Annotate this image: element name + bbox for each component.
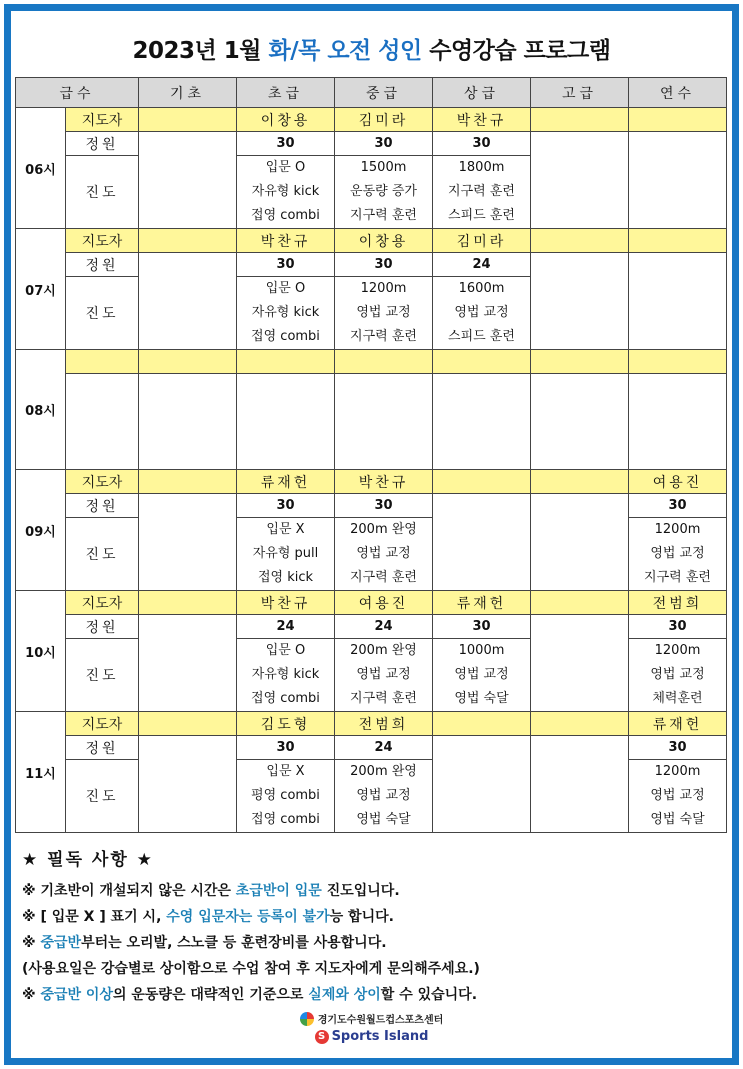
- capacity-value: 24: [335, 736, 433, 760]
- title-suffix: 수영강습 프로그램: [429, 38, 611, 64]
- column-header: 중급: [335, 78, 433, 108]
- empty-cell: [237, 374, 335, 470]
- instructor-label: 지도자: [66, 470, 139, 494]
- progress-label: 진도: [66, 277, 139, 350]
- capacity-value: 30: [433, 132, 531, 156]
- progress-cell: [237, 156, 335, 229]
- progress-line: 지구력 훈련: [350, 329, 417, 344]
- progress-line: 1600m: [458, 281, 505, 296]
- empty-cell: [433, 736, 531, 833]
- instructor-name: 박찬규: [237, 591, 335, 615]
- progress-cell: [335, 760, 433, 833]
- progress-line: 스피드 훈련: [448, 329, 515, 344]
- note-line: [22, 982, 722, 1008]
- instructor-label: 지도자: [66, 229, 139, 253]
- capacity-value: 24: [335, 615, 433, 639]
- progress-line: 200m 완영: [350, 643, 417, 658]
- progress-cell: [335, 277, 433, 350]
- progress-label: 진도: [66, 639, 139, 712]
- capacity-label: 정원: [66, 494, 139, 518]
- notes-heading: ★ 필독 사항 ★: [22, 850, 154, 870]
- instructor-name: 김미라: [433, 229, 531, 253]
- empty-cell: [629, 253, 727, 350]
- instructor-name: [531, 712, 629, 736]
- progress-line: 1000m: [458, 643, 505, 658]
- column-header: 기초: [139, 78, 237, 108]
- hour-label: 10시: [16, 591, 66, 712]
- instructor-name: 박찬규: [433, 108, 531, 132]
- capacity-value: 30: [629, 615, 727, 639]
- progress-cell: [629, 639, 727, 712]
- progress-label: 진도: [66, 518, 139, 591]
- empty-cell: [629, 132, 727, 229]
- progress-line: 영법 교정: [356, 546, 411, 561]
- note-text: 능 합니다.: [329, 909, 394, 925]
- empty-cell: [629, 350, 727, 374]
- note-text: ※: [22, 987, 41, 1003]
- progress-line: 영법 교정: [650, 546, 705, 561]
- instructor-name: 전범희: [629, 591, 727, 615]
- note-text: 의 운동량은 대략적인 기준으로: [112, 987, 309, 1003]
- page-title: [0, 32, 743, 65]
- progress-line: 1200m: [654, 764, 701, 779]
- progress-line: 입문 O: [265, 281, 306, 296]
- capacity-label: 정원: [66, 615, 139, 639]
- empty-cell: [433, 350, 531, 374]
- progress-cell: [237, 277, 335, 350]
- footer-brand: Sports Island: [331, 1029, 429, 1044]
- capacity-value: 30: [237, 736, 335, 760]
- progress-line: 지구력 훈련: [350, 570, 417, 585]
- empty-cell: [531, 615, 629, 712]
- column-header: 상급: [433, 78, 531, 108]
- progress-line: 입문 O: [265, 160, 306, 175]
- progress-line: 영법 숙달: [650, 812, 705, 827]
- capacity-value: 30: [335, 494, 433, 518]
- capacity-label: 정원: [66, 253, 139, 277]
- empty-cell: [139, 132, 237, 229]
- brand-s-icon: S: [315, 1030, 329, 1044]
- progress-cell: [629, 518, 727, 591]
- instructor-name: [139, 470, 237, 494]
- empty-cell: [139, 374, 237, 470]
- progress-line: 1500m: [360, 160, 407, 175]
- empty-cell: [139, 615, 237, 712]
- progress-line: 평영 combi: [251, 788, 320, 803]
- progress-line: 영법 교정: [356, 667, 411, 682]
- progress-line: 자유형 kick: [251, 667, 320, 682]
- instructor-label: 지도자: [66, 591, 139, 615]
- progress-line: 영법 숙달: [454, 691, 509, 706]
- progress-line: 200m 완영: [350, 522, 417, 537]
- progress-line: 운동량 증가: [350, 184, 417, 199]
- empty-cell: [531, 350, 629, 374]
- capacity-value: 24: [237, 615, 335, 639]
- progress-line: 지구력 훈련: [448, 184, 515, 199]
- hour-label: 06시: [16, 108, 66, 229]
- progress-line: 자유형 kick: [251, 184, 320, 199]
- instructor-name: [139, 229, 237, 253]
- progress-line: 체력훈련: [652, 691, 703, 706]
- instructor-name: 류재헌: [237, 470, 335, 494]
- progress-label: 진도: [66, 156, 139, 229]
- progress-line: 1200m: [360, 281, 407, 296]
- progress-line: 지구력 훈련: [644, 570, 711, 585]
- empty-cell: [66, 350, 139, 374]
- instructor-name: [531, 229, 629, 253]
- instructor-name: [433, 712, 531, 736]
- capacity-label: 정원: [66, 736, 139, 760]
- progress-cell: [237, 518, 335, 591]
- column-header: 고급: [531, 78, 629, 108]
- logo-icon: [300, 1012, 314, 1026]
- progress-line: 영법 교정: [454, 305, 509, 320]
- progress-line: 영법 교정: [454, 667, 509, 682]
- instructor-name: 류재헌: [629, 712, 727, 736]
- empty-cell: [531, 132, 629, 229]
- empty-cell: [139, 494, 237, 591]
- footer-org: 경기도수원월드컵스포츠센터: [317, 1015, 444, 1026]
- progress-line: 1200m: [654, 522, 701, 537]
- column-header: 연수: [629, 78, 727, 108]
- title-days: 화/목 오전 성인: [268, 38, 422, 64]
- empty-cell: [139, 350, 237, 374]
- note-text: 할 수 있습니다.: [380, 987, 478, 1003]
- empty-cell: [237, 350, 335, 374]
- hour-label: 07시: [16, 229, 66, 350]
- note-text: 실제와 상이: [308, 987, 381, 1003]
- note-text: 초급반이 입문: [235, 883, 322, 899]
- progress-line: 영법 교정: [356, 305, 411, 320]
- note-text: ※ [ 입문 X ] 표기 시,: [22, 909, 167, 925]
- instructor-name: [629, 108, 727, 132]
- capacity-value: 30: [433, 615, 531, 639]
- progress-cell: [433, 156, 531, 229]
- instructor-name: 여용진: [335, 591, 433, 615]
- instructor-name: 전범희: [335, 712, 433, 736]
- note-line: [22, 930, 722, 956]
- empty-cell: [139, 736, 237, 833]
- footer-logo: [0, 1011, 743, 1044]
- empty-cell: [531, 736, 629, 833]
- progress-line: 접영 combi: [251, 329, 320, 344]
- note-text: ※: [22, 935, 41, 951]
- instructor-name: [433, 470, 531, 494]
- progress-line: 스피드 훈련: [448, 208, 515, 223]
- progress-line: 200m 완영: [350, 764, 417, 779]
- progress-cell: [335, 518, 433, 591]
- note-text: 부터는 오리발, 스노클 등 훈련장비를 사용합니다.: [81, 935, 387, 951]
- instructor-name: 여용진: [629, 470, 727, 494]
- instructor-name: 이창용: [335, 229, 433, 253]
- instructor-name: [629, 229, 727, 253]
- progress-cell: [433, 277, 531, 350]
- title-year: 2023년 1월: [132, 38, 261, 64]
- empty-cell: [531, 253, 629, 350]
- capacity-value: 30: [335, 132, 433, 156]
- progress-line: 입문 X: [266, 522, 305, 537]
- note-line: [22, 878, 722, 904]
- instructor-name: 박찬규: [335, 470, 433, 494]
- progress-line: 입문 O: [265, 643, 306, 658]
- note-text: 진도입니다.: [321, 883, 400, 899]
- instructor-label: 지도자: [66, 712, 139, 736]
- hour-label: 08시: [16, 350, 66, 470]
- empty-cell: [66, 374, 139, 470]
- column-header: 급수: [16, 78, 139, 108]
- progress-line: 영법 교정: [356, 788, 411, 803]
- progress-line: 자유형 pull: [252, 546, 319, 561]
- progress-line: 영법 교정: [650, 667, 705, 682]
- empty-cell: [335, 350, 433, 374]
- capacity-label: 정원: [66, 132, 139, 156]
- note-line: [22, 904, 722, 930]
- progress-line: 접영 combi: [251, 208, 320, 223]
- progress-cell: [335, 156, 433, 229]
- progress-line: 영법 숙달: [356, 812, 411, 827]
- instructor-name: [531, 591, 629, 615]
- empty-cell: [335, 374, 433, 470]
- empty-cell: [433, 374, 531, 470]
- instructor-name: 이창용: [237, 108, 335, 132]
- empty-cell: [531, 374, 629, 470]
- note-text: 중급반: [40, 935, 82, 951]
- capacity-value: 30: [237, 132, 335, 156]
- empty-cell: [433, 494, 531, 591]
- hour-label: 09시: [16, 470, 66, 591]
- progress-line: 영법 교정: [650, 788, 705, 803]
- progress-line: 자유형 kick: [251, 305, 320, 320]
- progress-line: 1800m: [458, 160, 505, 175]
- hour-label: 11시: [16, 712, 66, 833]
- instructor-name: 김도형: [237, 712, 335, 736]
- progress-line: 입문 X: [266, 764, 305, 779]
- notes-section: [22, 845, 722, 1008]
- progress-cell: [433, 639, 531, 712]
- instructor-name: [139, 108, 237, 132]
- column-header: 초급: [237, 78, 335, 108]
- progress-line: 접영 combi: [251, 812, 320, 827]
- instructor-name: 박찬규: [237, 229, 335, 253]
- instructor-label: 지도자: [66, 108, 139, 132]
- capacity-value: 30: [237, 494, 335, 518]
- progress-cell: [629, 760, 727, 833]
- progress-line: 지구력 훈련: [350, 208, 417, 223]
- instructor-name: [531, 108, 629, 132]
- schedule-table: [15, 77, 727, 833]
- instructor-name: [139, 591, 237, 615]
- progress-line: 접영 combi: [251, 691, 320, 706]
- progress-line: 1200m: [654, 643, 701, 658]
- note-line: [22, 956, 722, 982]
- progress-cell: [237, 760, 335, 833]
- instructor-name: 류재헌: [433, 591, 531, 615]
- capacity-value: 30: [237, 253, 335, 277]
- empty-cell: [139, 253, 237, 350]
- capacity-value: 24: [433, 253, 531, 277]
- progress-label: 진도: [66, 760, 139, 833]
- progress-line: 접영 kick: [257, 570, 314, 585]
- capacity-value: 30: [629, 494, 727, 518]
- capacity-value: 30: [629, 736, 727, 760]
- progress-line: 지구력 훈련: [350, 691, 417, 706]
- note-text: ※ 기초반이 개설되지 않은 시간은: [22, 883, 236, 899]
- empty-cell: [629, 374, 727, 470]
- instructor-name: [531, 470, 629, 494]
- note-text: (사용요일은 강습별로 상이함으로 수업 참여 후 지도자에게 문의해주세요.): [22, 961, 480, 977]
- progress-cell: [237, 639, 335, 712]
- progress-cell: [335, 639, 433, 712]
- note-text: 중급반 이상: [40, 987, 113, 1003]
- note-text: 수영 입문자는 등록이 불가: [166, 909, 330, 925]
- instructor-name: [139, 712, 237, 736]
- instructor-name: 김미라: [335, 108, 433, 132]
- empty-cell: [531, 494, 629, 591]
- capacity-value: 30: [335, 253, 433, 277]
